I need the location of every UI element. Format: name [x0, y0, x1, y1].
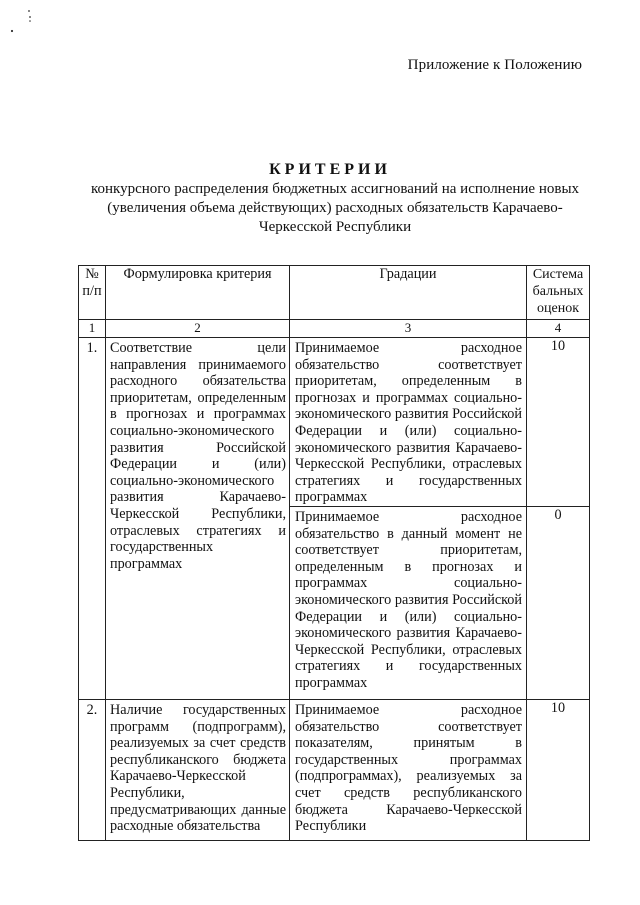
table-row: [79, 699, 590, 840]
score-value: 0: [527, 506, 590, 699]
criterion-text: Соответствие цели направления принимаемого расходного обязательства приоритетам, определенным в прогнозах и программах социально-экономического развития Российской Федерации и (или) социально-экономического развития Карачаево-Черкесской Республики, отраслевых стратегиях и государственных программах: [106, 338, 290, 700]
score-value: 10: [527, 699, 590, 840]
gradation-text: Принимаемое расходное обязательство соответствует показателям, принятым в государственных программах (подпрограммах), реализуемых за счет средств республиканского бюджета Карачаево-Черкесской Республики: [290, 699, 527, 840]
document-title: КРИТЕРИИ: [269, 161, 391, 178]
appendix-note: Приложение к Положению: [407, 57, 582, 73]
row-number: 1.: [79, 338, 106, 700]
criteria-table: [78, 265, 590, 841]
column-number-2: 2: [106, 320, 290, 338]
scan-artifact-marks: [10, 8, 40, 38]
column-number-3: 3: [290, 320, 527, 338]
column-header-number: № п/п: [79, 266, 106, 320]
criterion-text: Наличие государственных программ (подпрограмм), реализуемых за счет средств республиканского бюджета Карачаево-Черкесской Республики, предусматривающих данные расходные обязательства: [106, 699, 290, 840]
score-value: 10: [527, 338, 590, 507]
gradation-text: Принимаемое расходное обязательство соответствует приоритетам, определенным в прогнозах и программах социально-экономического развития Российской Федерации и (или) социально-экономического развития Карачаево-Черкесской Республики, отраслевых стратегиях и государственных программах: [290, 338, 527, 507]
column-number-1: 1: [79, 320, 106, 338]
column-number-4: 4: [527, 320, 590, 338]
column-header-criterion: Формулировка критерия: [106, 266, 290, 320]
table-header-row: [79, 266, 590, 320]
table-row: [79, 338, 590, 507]
column-number-row: [79, 320, 590, 338]
gradation-text: Принимаемое расходное обязательство в данный момент не соответствует приоритетам, определенным в прогнозах и программах социально-экономического развития Российской Федерации и (или) социально-экономического развития Карачаево-Черкесской Республики, отраслевых стратегиях и государственных программах: [290, 506, 527, 699]
column-header-gradations: Градации: [290, 266, 527, 320]
column-header-score-system: Система бальных оценок: [527, 266, 590, 320]
row-number: 2.: [79, 699, 106, 840]
document-subtitle: конкурсного распределения бюджетных ассигнований на исполнение новых (увеличения объема действующих) расходных обязательств Карачаево-Черкесской Республики: [90, 181, 580, 235]
